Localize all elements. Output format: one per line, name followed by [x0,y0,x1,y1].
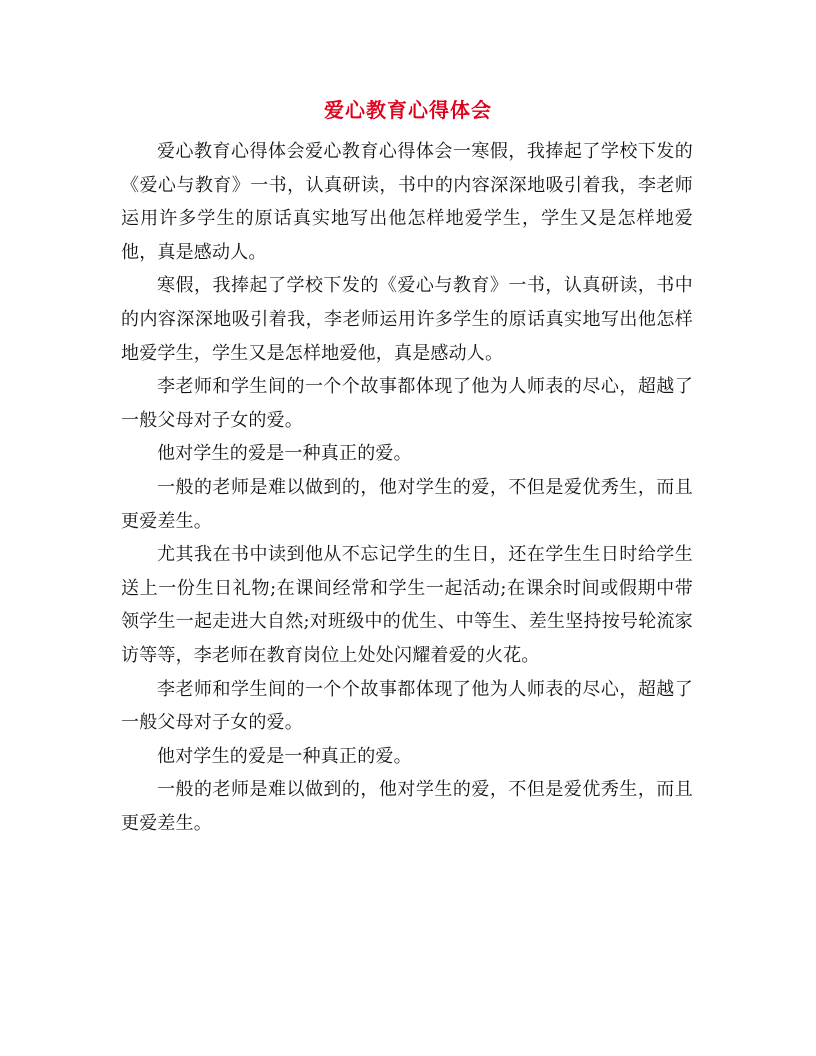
paragraph-3: 李老师和学生间的一个个故事都体现了他为人师表的尽心，超越了一般父母对子女的爱。 [121,376,693,431]
paragraph-8: 他对学生的爱是一种真正的爱。 [157,745,412,767]
document-body [121,135,693,840]
paragraph-5: 一般的老师是难以做到的，他对学生的爱，不但是爱优秀生，而且更爱差生。 [121,476,693,532]
paragraph-4: 他对学生的爱是一种真正的爱。 [157,443,412,465]
paragraph-1: 爱心教育心得体会爱心教育心得体会一寒假，我捧起了学校下发的《爱心与教育》一书，认真研读，书中的内容深深地吸引着我，李老师运用许多学生的原话真实地写出他怎样地爱学生，学生又是怎样地爱他，真是感动人。 [121,141,693,263]
document-title: 爱心教育心得体会 [324,98,492,122]
paragraph-6: 尤其我在书中读到他从不忘记学生的生日，还在学生生日时给学生送上一份生日礼物;在课间经常和学生一起活动;在课余时间或假期中带领学生一起走进大自然;对班级中的优生、中等生、差生坚持按号轮流家访等等，李老师在教育岗位上处处闪耀着爱的火花。 [121,544,693,666]
paragraph-9: 一般的老师是难以做到的，他对学生的爱，不但是爱优秀生，而且更爱差生。 [121,779,693,834]
paragraph-2: 寒假，我捧起了学校下发的《爱心与教育》一书，认真研读，书中的内容深深地吸引着我，李老师运用许多学生的原话真实地写出他怎样地爱学生，学生又是怎样地爱他，真是感动人。 [121,275,693,364]
paragraph-7: 李老师和学生间的一个个故事都体现了他为人师表的尽心，超越了一般父母对子女的爱。 [121,678,693,734]
